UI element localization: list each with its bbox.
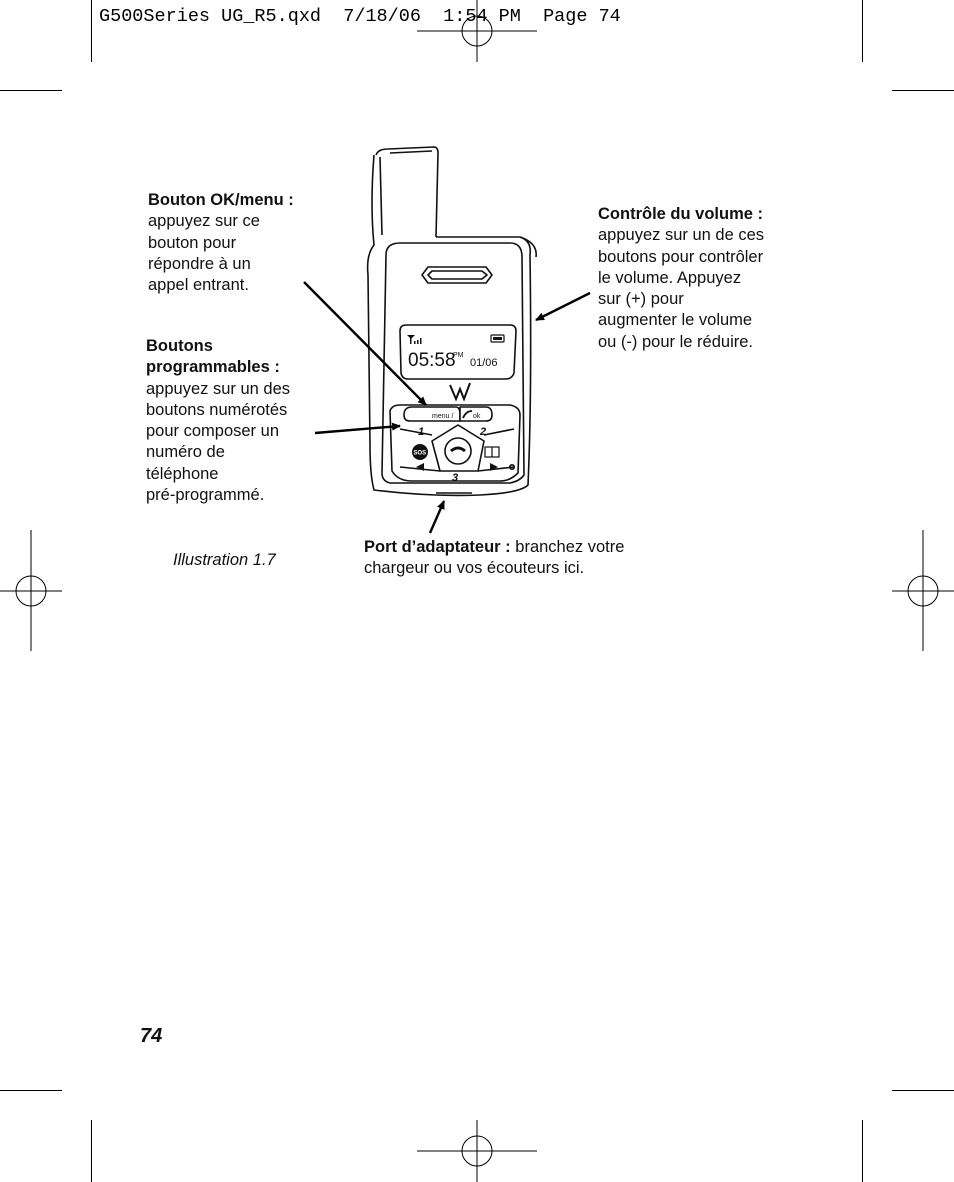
callout-title: Boutons: [146, 337, 213, 355]
print-slug: G500Series UG_R5.qxd 7/18/06 1:54 PM Page 74: [99, 6, 621, 27]
callout-line: le volume. Appuyez: [598, 268, 742, 287]
callout-line: téléphone: [146, 464, 219, 483]
callout-title: Port d’adaptateur :: [364, 538, 511, 556]
callout-adapter: [364, 537, 624, 580]
arrow-programmable: [315, 426, 400, 433]
arrow-volume: [536, 293, 590, 320]
callout-title: Bouton OK/menu :: [148, 191, 294, 209]
ok-key-label: ok: [473, 413, 481, 420]
menu-key-label: menu /: [432, 413, 454, 420]
callout-title: programmables :: [146, 358, 280, 377]
callout-line: branchez votre: [510, 538, 625, 556]
display-time: 05:58: [408, 350, 456, 371]
callout-line: appuyez sur ce: [148, 212, 260, 231]
callout-line: appuyez sur un des: [146, 379, 291, 398]
callout-line: répondre à un: [148, 254, 251, 273]
arrow-ok-menu: [304, 282, 426, 405]
callout-line: boutons numérotés: [146, 400, 288, 419]
arrow-adapter: [430, 501, 444, 533]
callout-programmable: [146, 336, 290, 506]
callout-line: bouton pour: [148, 233, 237, 252]
display-ampm: PM: [453, 352, 464, 359]
callout-line: boutons pour contrôler: [598, 247, 764, 266]
svg-text:SOS: SOS: [413, 450, 427, 457]
callout-title: Contrôle du volume :: [598, 205, 763, 223]
callout-volume: [598, 204, 764, 353]
callout-line: augmenter le volume: [598, 311, 753, 330]
display-date: 01/06: [470, 357, 498, 369]
callout-line: ou (-) pour le réduire.: [598, 332, 753, 351]
callout-line: sur (+) pour: [598, 290, 684, 309]
callout-line: chargeur ou vos écouteurs ici.: [364, 559, 585, 578]
key-3-label: 3: [452, 472, 459, 484]
figure-caption: Illustration 1.7: [173, 551, 276, 569]
callout-line: pour composer un: [146, 422, 279, 441]
callout-line: appuyez sur un de ces: [598, 226, 765, 245]
callout-line: numéro de: [146, 443, 225, 462]
callout-ok-menu: [148, 190, 294, 296]
key-1-label: 1: [418, 426, 425, 438]
key-2-label: 2: [480, 426, 487, 438]
page-number: 74: [140, 1025, 163, 1047]
callout-line: pré-programmé.: [146, 486, 265, 505]
callout-line: appel entrant.: [148, 276, 249, 295]
